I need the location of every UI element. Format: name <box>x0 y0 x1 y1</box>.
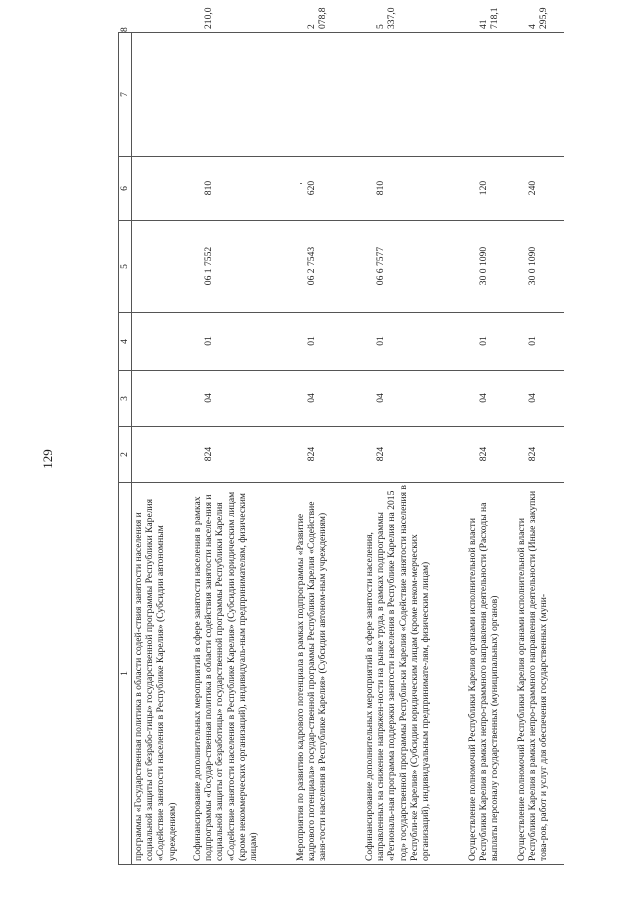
expense-type-code <box>132 157 192 221</box>
empty-cell <box>132 33 192 157</box>
target-article-code: 30 0 1090 <box>466 221 515 313</box>
target-article-code: 06 2 7543 <box>294 221 363 313</box>
section-code: 04 <box>191 371 294 427</box>
row-description: Осуществление полномочий Республики Карелия органами исполнительной власти Республики Карелия в рамках непро-граммного направления деятельности (Расходы на выплаты персоналу государственных (муниципальных) органов) <box>466 483 515 865</box>
page-number: 129 <box>40 449 55 469</box>
subsection-code: 01 <box>191 313 294 371</box>
empty-cell <box>294 33 363 157</box>
section-code: 04 <box>363 371 466 427</box>
table-row: Осуществление полномочий Республики Карелия органами исполнительной власти Республики Карелия в рамках непро-граммного направления деятельности (Иные закупки това-ров, работ и услуг для обеспечения государственных (муни- 824 04 01 30 0 1090 240 4 295,9 <box>515 33 564 865</box>
expense-type-code: 240 <box>515 157 564 221</box>
subsection-code <box>132 313 192 371</box>
target-article-code: 30 0 1090 <box>515 221 564 313</box>
column-header: 2 <box>119 427 132 483</box>
row-description: Осуществление полномочий Республики Карелия органами исполнительной власти Республики Карелия в рамках непро-граммного направления деятельности (Иные закупки това-ров, работ и услуг для обеспечения государственных (муни- <box>515 483 564 865</box>
header-row: 1 2 3 4 5 6 7 8 <box>119 33 132 865</box>
empty-cell <box>515 33 564 157</box>
target-article-code: 06 6 7577 <box>363 221 466 313</box>
table-row: Мероприятия по развитию кадрового потенциала в рамках подпрограммы «Развитие кадрового потенциала» государ-ственной программы Республики Карелия «Содействие заня-тости населения в Республике Карелия» (Субсидии автоном-ным учреждениям) 824 04 01 06 2 7543 620 2 078,8 <box>294 33 363 865</box>
row-description: Мероприятия по развитию кадрового потенциала в рамках подпрограммы «Развитие кадрового потенциала» государ-ственной программы Республики Карелия «Содействие заня-тости населения в Республике Карелия» (Субсидии автоном-ным учреждениям) <box>294 483 363 865</box>
empty-cell <box>466 33 515 157</box>
expense-type-code: 810 <box>191 157 294 221</box>
section-code <box>132 371 192 427</box>
ministry-code: 824 <box>191 427 294 483</box>
empty-cell <box>363 33 466 157</box>
section-code: 04 <box>515 371 564 427</box>
target-article-code: 06 1 7552 <box>191 221 294 313</box>
table-row <box>132 33 192 865</box>
column-header: 3 <box>119 371 132 427</box>
column-header: 7 <box>119 33 132 157</box>
target-article-code <box>132 221 192 313</box>
expense-type-code: 620 <box>294 157 363 221</box>
section-code: 04 <box>294 371 363 427</box>
column-header: 5 <box>119 221 132 313</box>
subsection-code: 01 <box>515 313 564 371</box>
ministry-code: 824 <box>515 427 564 483</box>
column-header: 4 <box>119 313 132 371</box>
ministry-code <box>132 427 192 483</box>
table-row: Софинансирование дополнительных мероприятий в сфере занятости населения в рамках подпрограммы «Государ-ственная политика в области содействия занятости населе-ния и социальной защиты от безработицы» государственной программы Республики Карелия «Содействие занятости населения в Республике Карелия» (Субсидии юридическим лицам (кроме некоммерческих организаций), индивидуаль-ным предпринимателям, физическим лицам) 824 04 01 06 1 7552 810 210,0 <box>191 33 294 865</box>
row-description: Софинансирование дополнительных мероприятий в сфере занятости населения, направленных на снижение напряжен-ности на рынке труда, в рамках подпрограммы «Региональ-ная программа поддержки занятости населения в Республике Карелия на 2015 год» государственной программы Республи-ки Карелия «Содействие занятости населения в Республи-ке Карелия» (Субсидии юридическим лицам (кроме неком-мерческих организаций), индивидуальным предпринимате-лям, физическим лицам) <box>363 483 466 865</box>
column-header: 6 <box>119 157 132 221</box>
column-header: 1 <box>119 483 132 865</box>
subsection-code: 01 <box>466 313 515 371</box>
row-description: программы «Государственная политика в области содей-ствия занятости населения и социальной защиты от безрабо-тицы» государственной программы Республики Карелия «Содействие занятости населения в Республике Карелия» (Субсидии автономным учреждениям) <box>132 483 192 865</box>
subsection-code: 01 <box>294 313 363 371</box>
expense-type-code: 810 <box>363 157 466 221</box>
ministry-code: 824 <box>363 427 466 483</box>
table-row: Софинансирование дополнительных мероприятий в сфере занятости населения, направленных на снижение напряжен-ности на рынке труда, в рамках подпрограммы «Региональ-ная программа поддержки занятости населения в Республике Карелия на 2015 год» государственной программы Республи-ки Карелия «Содействие занятости населения в Республи-ке Карелия» (Субсидии юридическим лицам (кроме неком-мерческих организаций), индивидуальным предпринимате-лям, физическим лицам) 824 04 01 06 6 7577 810 5 337,0 <box>363 33 466 865</box>
ministry-code: 824 <box>466 427 515 483</box>
ministry-code: 824 <box>294 427 363 483</box>
empty-cell <box>191 33 294 157</box>
expense-type-code: 120 <box>466 157 515 221</box>
budget-table <box>118 7 564 865</box>
row-description: Софинансирование дополнительных мероприятий в сфере занятости населения в рамках подпрограммы «Государ-ственная политика в области содействия занятости населе-ния и социальной защиты от безработицы» государственной программы Республики Карелия «Содействие занятости населения в Республике Карелия» (Субсидии юридическим лицам (кроме некоммерческих организаций), индивидуаль-ным предпринимателям, физическим лицам) <box>191 483 294 865</box>
subsection-code: 01 <box>363 313 466 371</box>
table-row: Осуществление полномочий Республики Карелия органами исполнительной власти Республики Карелия в рамках непро-граммного направления деятельности (Расходы на выплаты персоналу государственных (муниципальных) органов) 824 04 01 30 0 1090 120 41 718,1 <box>466 33 515 865</box>
section-code: 04 <box>466 371 515 427</box>
